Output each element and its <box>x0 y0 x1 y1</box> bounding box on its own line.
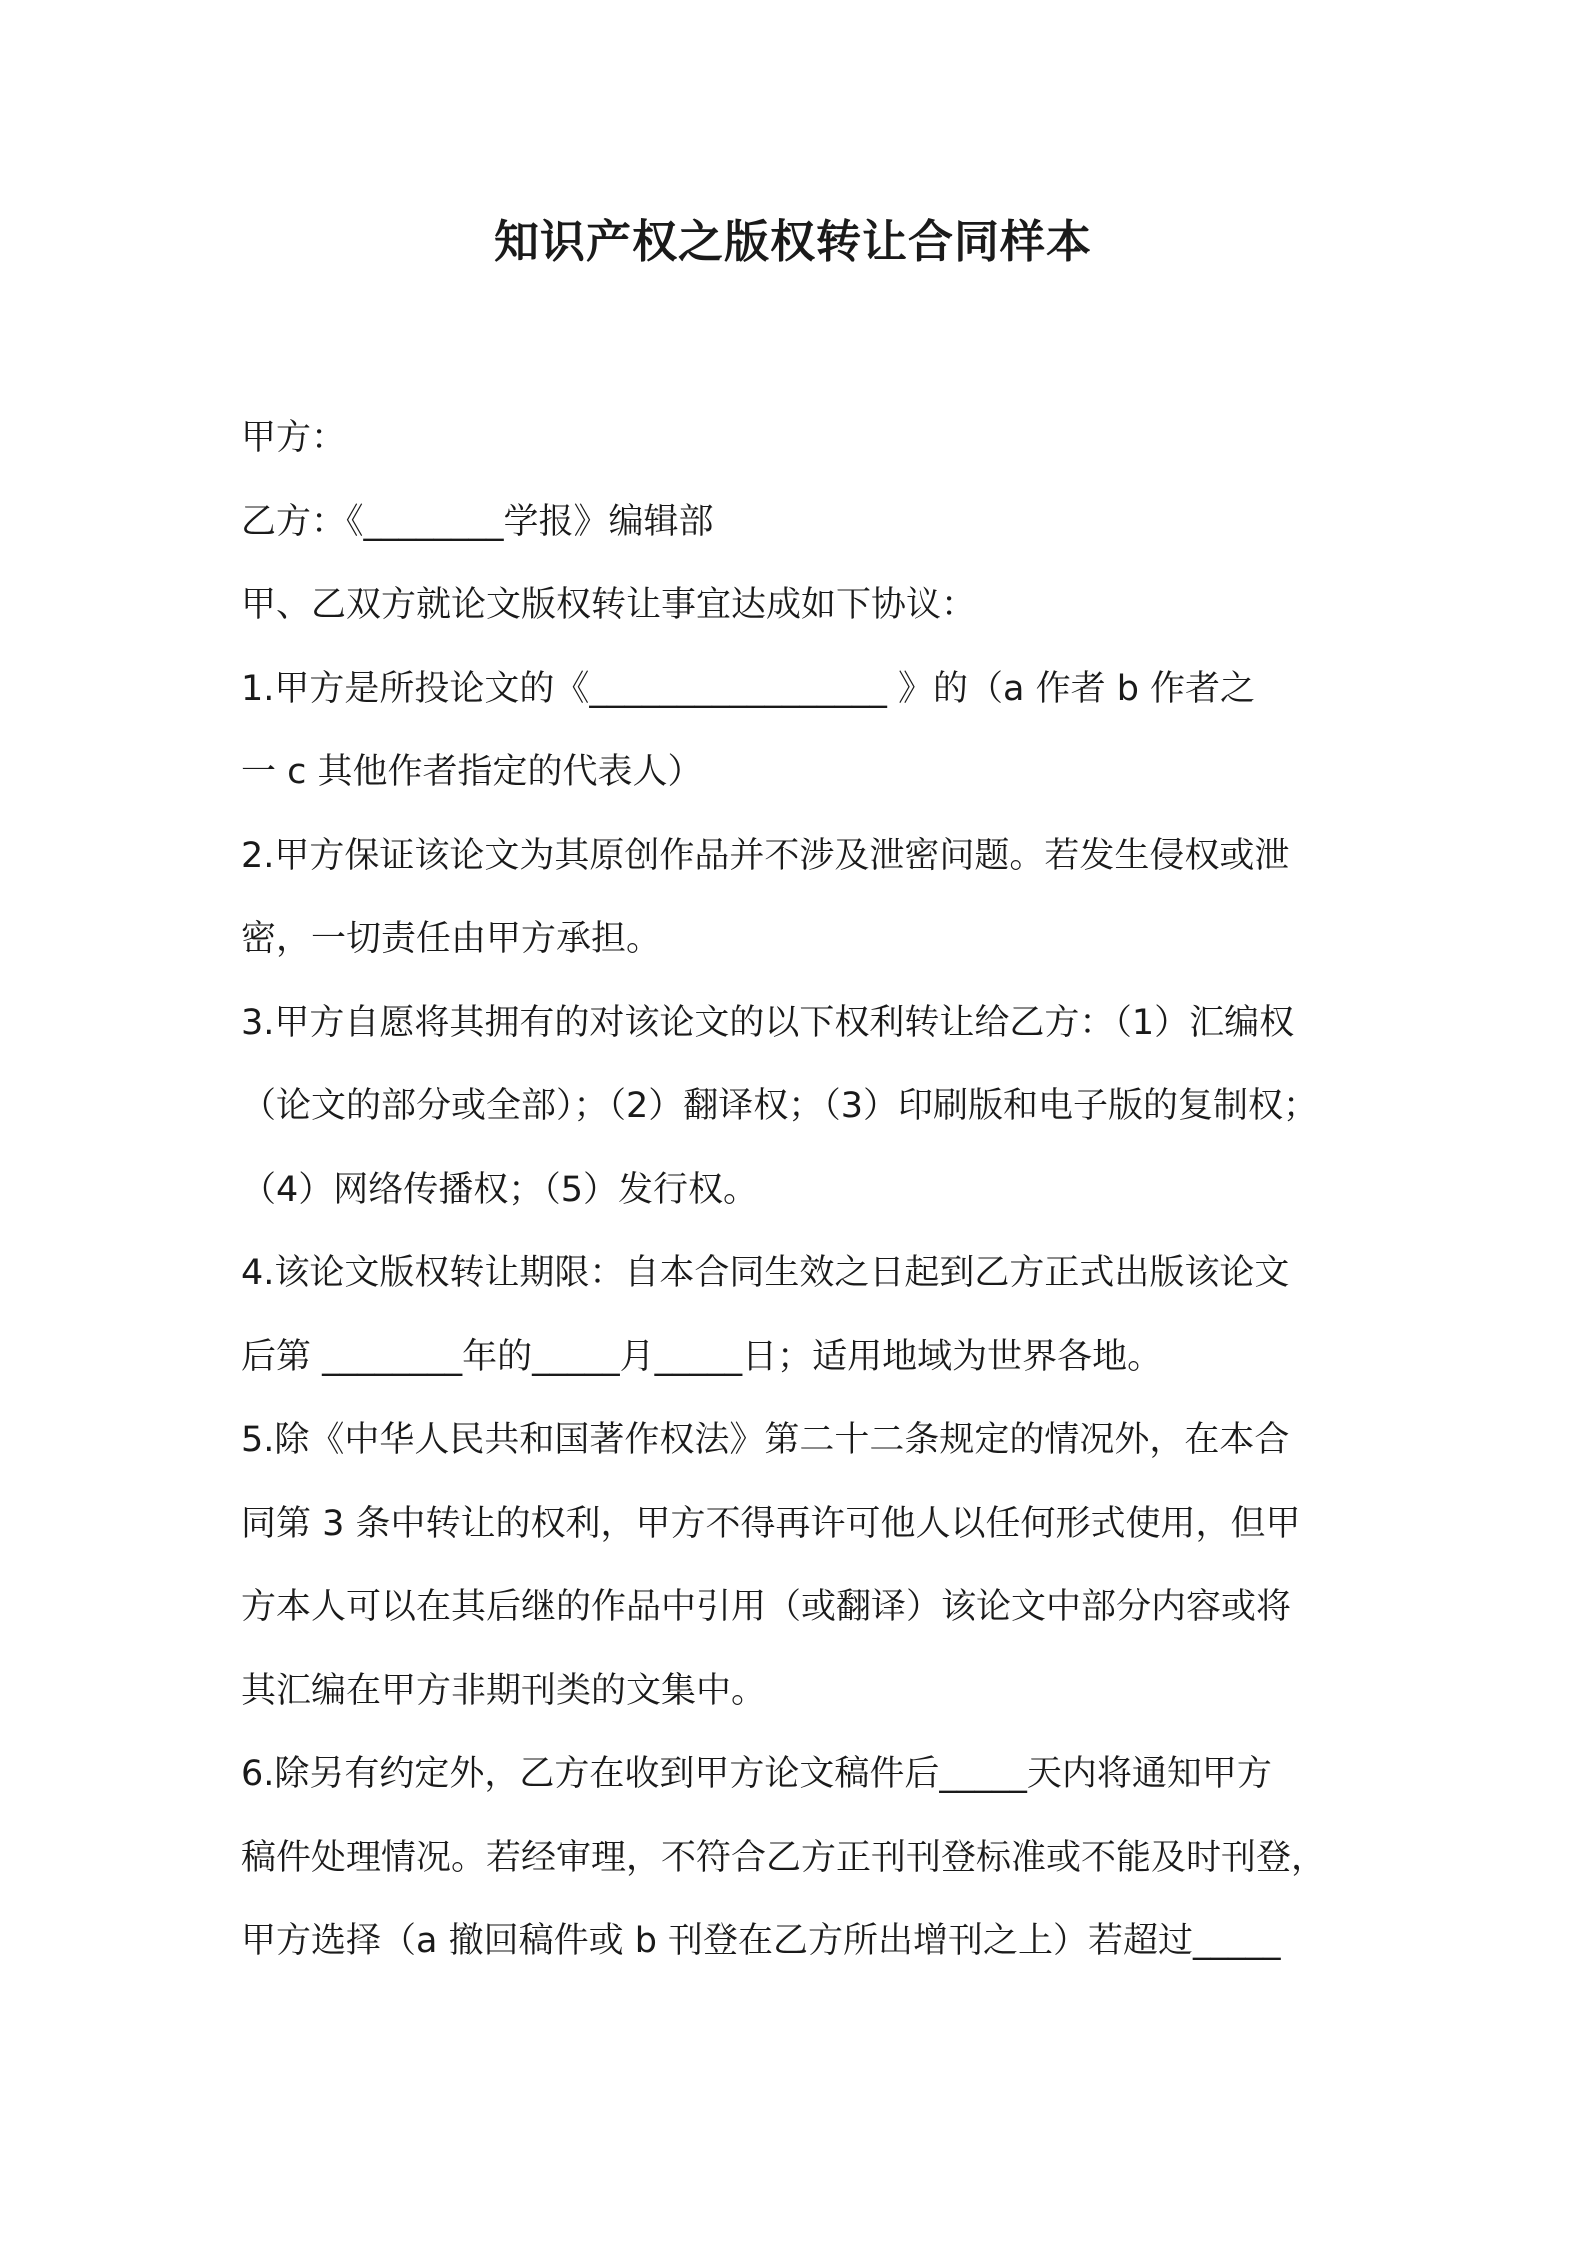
clause-5-line-3: 方本人可以在其后继的作品中引用（或翻译）该论文中部分内容或将 <box>241 1587 1292 1627</box>
party-a-line: 甲方： <box>241 418 347 458</box>
clause-6-line-2: 稿件处理情况。若经审理，不符合乙方正刊刊登标准或不能及时刊登， <box>241 1837 1327 1878</box>
clause-3-line-2: （论文的部分或全部）；（2）翻译权；（3）印刷版和电子版的复制权； <box>241 1086 1319 1126</box>
clause-5-line-4: 其汇编在甲方非期刊类的文集中。 <box>241 1670 767 1711</box>
clause-3-line-1: 3.甲方自愿将其拥有的对该论文的以下权利转让给乙方：（1）汇编权 <box>241 1002 1295 1043</box>
agreement-intro-line: 甲、乙双方就论文版权转让事宜达成如下协议： <box>241 585 977 625</box>
clause-5-line-1: 5.除《中华人民共和国著作权法》第二十二条规定的情况外，在本合 <box>241 1420 1290 1460</box>
clause-4-line-1: 4.该论文版权转让期限：自本合同生效之日起到乙方正式出版该论文 <box>241 1253 1290 1293</box>
clause-4-line-2: 后第 ________年的_____月_____日；适用地域为世界各地。 <box>241 1336 1163 1377</box>
clause-2-line-2: 密，一切责任由甲方承担。 <box>241 919 662 959</box>
clause-3-line-3: （4）网络传播权；（5）发行权。 <box>241 1169 759 1210</box>
clause-6-line-3: 甲方选择（a 撤回稿件或 b 刊登在乙方所出增刊之上）若超过_____ <box>241 1921 1281 1961</box>
clause-1-line-2: 一 c 其他作者指定的代表人） <box>241 752 703 792</box>
clause-2-line-1: 2.甲方保证该论文为其原创作品并不涉及泄密问题。若发生侵权或泄 <box>241 835 1290 876</box>
clause-5-line-2: 同第 3 条中转让的权利，甲方不得再许可他人以任何形式使用，但甲 <box>241 1503 1301 1544</box>
document-body <box>241 408 1371 1995</box>
clause-1-line-1: 1.甲方是所投论文的《_________________ 》的（a 作者 b 作者之 <box>241 668 1256 709</box>
party-b-line: 乙方：《________学报》编辑部 <box>241 501 714 542</box>
clause-6-line-1: 6.除另有约定外，乙方在收到甲方论文稿件后_____天内将通知甲方 <box>241 1754 1272 1794</box>
document-title: 知识产权之版权转让合同样本 <box>493 215 1092 268</box>
